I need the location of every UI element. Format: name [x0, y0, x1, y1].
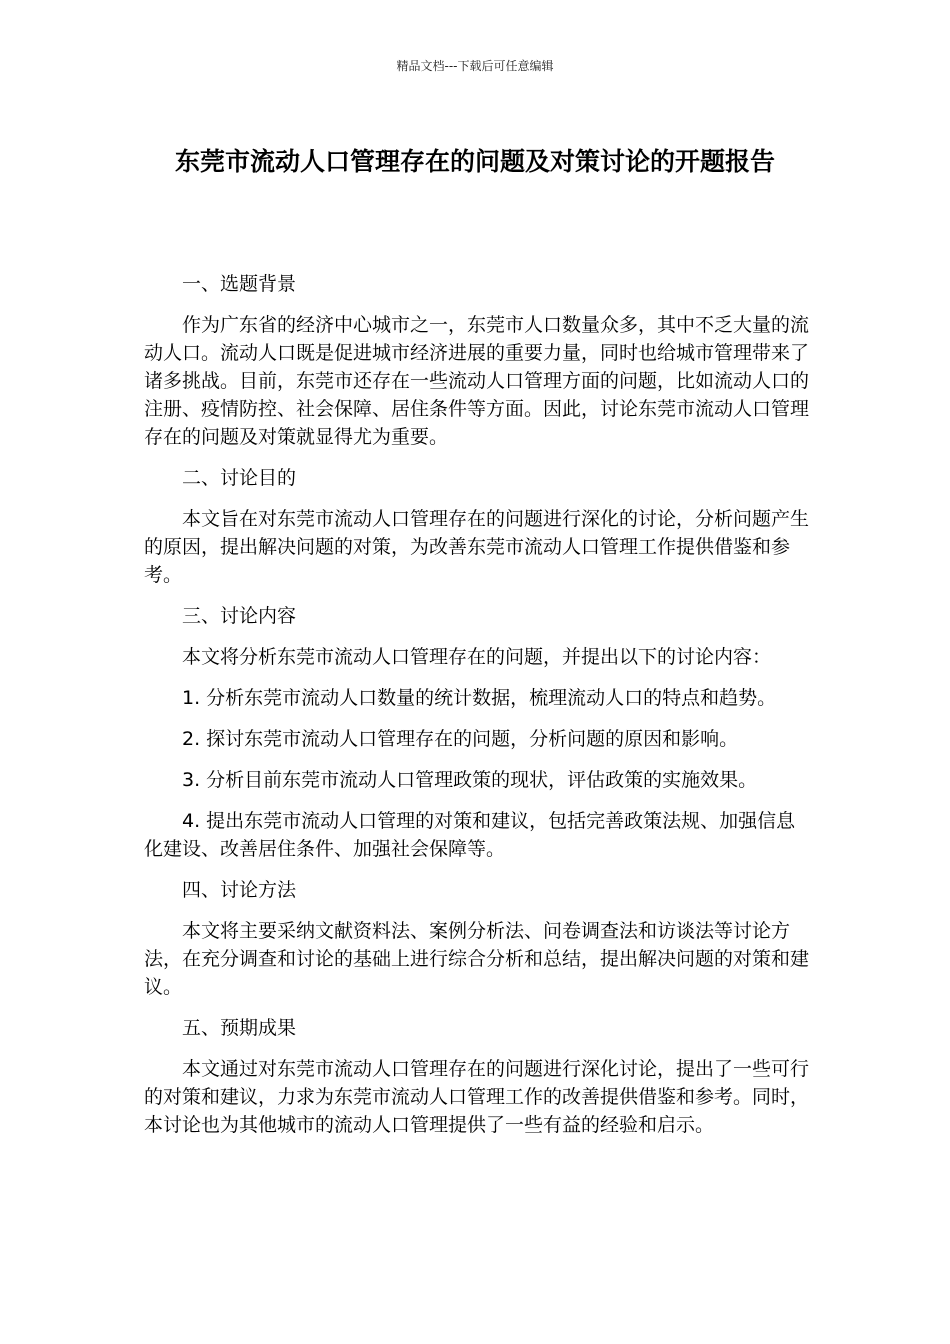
- document-body: [144, 270, 812, 1152]
- list-item: 3. 分析目前东莞市流动人口管理政策的现状，评估政策的实施效果。: [182, 769, 758, 791]
- section-heading: 三、讨论内容: [182, 605, 297, 627]
- paragraph: 本文旨在对东莞市流动人口管理存在的问题进行深化的讨论，分析问题产生的原因，提出解决问题的对策，为改善东莞市流动人口管理工作提供借鉴和参考。: [144, 508, 810, 586]
- document-title: 东莞市流动人口管理存在的问题及对策讨论的开题报告: [174, 147, 775, 176]
- paragraph: 作为广东省的经济中心城市之一，东莞市人口数量众多，其中不乏大量的流动人口。流动人口既是促进城市经济进展的重要力量，同时也给城市管理带来了诸多挑战。目前，东莞市还存在一些流动人口管理方面的问题，比如流动人口的注册、疫情防控、社会保障、居住条件等方面。因此，讨论东莞市流动人口管理存在的问题及对策就显得尤为重要。: [144, 314, 810, 448]
- list-item: 1. 分析东莞市流动人口数量的统计数据，梳理流动人口的特点和趋势。: [182, 687, 777, 709]
- list-item: 4. 提出东莞市流动人口管理的对策和建议，包括完善政策法规、加强信息化建设、改善居住条件、加强社会保障等。: [144, 810, 796, 860]
- page-header: 精品文档---下载后可任意编辑: [396, 59, 554, 73]
- section-heading: 五、预期成果: [182, 1017, 297, 1039]
- paragraph: 本文将分析东莞市流动人口管理存在的问题，并提出以下的讨论内容：: [182, 646, 772, 668]
- paragraph: 本文将主要采纳文献资料法、案例分析法、问卷调查法和访谈法等讨论方法，在充分调查和讨论的基础上进行综合分析和总结，提出解决问题的对策和建议。: [144, 920, 810, 998]
- section-heading: 一、选题背景: [182, 273, 297, 295]
- section-heading: 二、讨论目的: [182, 467, 297, 489]
- section-heading: 四、讨论方法: [182, 879, 297, 901]
- paragraph: 本文通过对东莞市流动人口管理存在的问题进行深化讨论，提出了一些可行的对策和建议，力求为东莞市流动人口管理工作的改善提供借鉴和参考。同时，本讨论也为其他城市的流动人口管理提供了一些有益的经验和启示。: [144, 1058, 810, 1136]
- list-item: 2. 探讨东莞市流动人口管理存在的问题，分析问题的原因和影响。: [182, 728, 739, 750]
